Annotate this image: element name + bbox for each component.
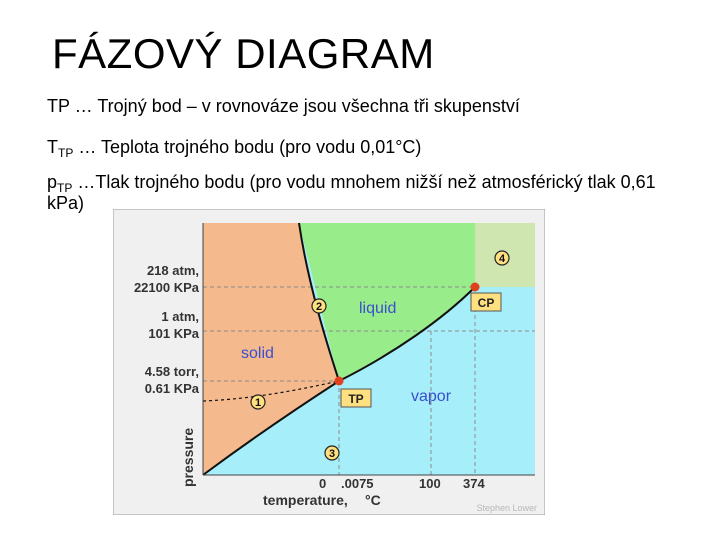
ptp-symbol: p bbox=[47, 172, 58, 192]
marker-3 bbox=[325, 446, 339, 460]
y-label-22100kpa: 22100 KPa bbox=[133, 280, 199, 295]
phase-diagram-svg bbox=[113, 209, 545, 515]
marker-3-label: 3 bbox=[328, 448, 336, 460]
x-tick-0075: .0075 bbox=[341, 476, 374, 491]
liquid-label: liquid bbox=[359, 300, 397, 317]
ttp-text: … Teplota trojného bodu (pro vodu 0,01°C) bbox=[73, 137, 422, 157]
x-tick-100: 100 bbox=[419, 476, 441, 491]
y-label-061kpa: 0.61 KPa bbox=[144, 381, 199, 396]
marker-2 bbox=[312, 299, 326, 313]
marker-2-label: 2 bbox=[315, 301, 323, 313]
ptp-text: …Tlak trojného bodu (pro vodu mnohem nižší než atmosférický tlak 0,61 kPa) bbox=[47, 172, 656, 213]
y-label-218atm: 218 atm, bbox=[146, 263, 199, 278]
phase-diagram bbox=[113, 209, 545, 515]
marker-4-label: 4 bbox=[498, 253, 506, 265]
marker-4 bbox=[495, 251, 509, 265]
y-axis-title: pressure bbox=[180, 427, 196, 487]
y-label-101kpa: 101 KPa bbox=[148, 326, 199, 341]
ptp-subscript: TP bbox=[57, 181, 73, 195]
credit-text: Stephen Lower bbox=[476, 503, 537, 513]
vapor-label: vapor bbox=[411, 388, 452, 405]
marker-1 bbox=[251, 395, 265, 409]
tp-label: TP bbox=[348, 392, 364, 406]
solid-label: solid bbox=[241, 345, 274, 362]
triple-point-definition: TP … Trojný bod – v rovnováze jsou všechna tři skupenství bbox=[47, 96, 520, 116]
marker-1-label: 1 bbox=[254, 397, 262, 409]
x-axis-title: temperature, bbox=[263, 492, 348, 508]
ttp-symbol: T bbox=[47, 137, 58, 157]
y-label-1atm: 1 atm, bbox=[161, 309, 199, 324]
triple-point-temperature-definition bbox=[47, 138, 697, 159]
page-title: FÁZOVÝ DIAGRAM bbox=[52, 30, 435, 77]
ttp-subscript: TP bbox=[58, 146, 74, 160]
critical-point-dot bbox=[471, 283, 480, 292]
x-tick-374: 374 bbox=[463, 476, 485, 491]
cp-label: CP bbox=[477, 296, 495, 310]
x-axis-unit: °C bbox=[365, 492, 381, 508]
x-tick-0: 0 bbox=[319, 476, 327, 491]
triple-point-pressure-definition bbox=[47, 173, 697, 213]
triple-point-dot bbox=[335, 377, 344, 386]
y-label-458torr: 4.58 torr, bbox=[144, 364, 199, 379]
